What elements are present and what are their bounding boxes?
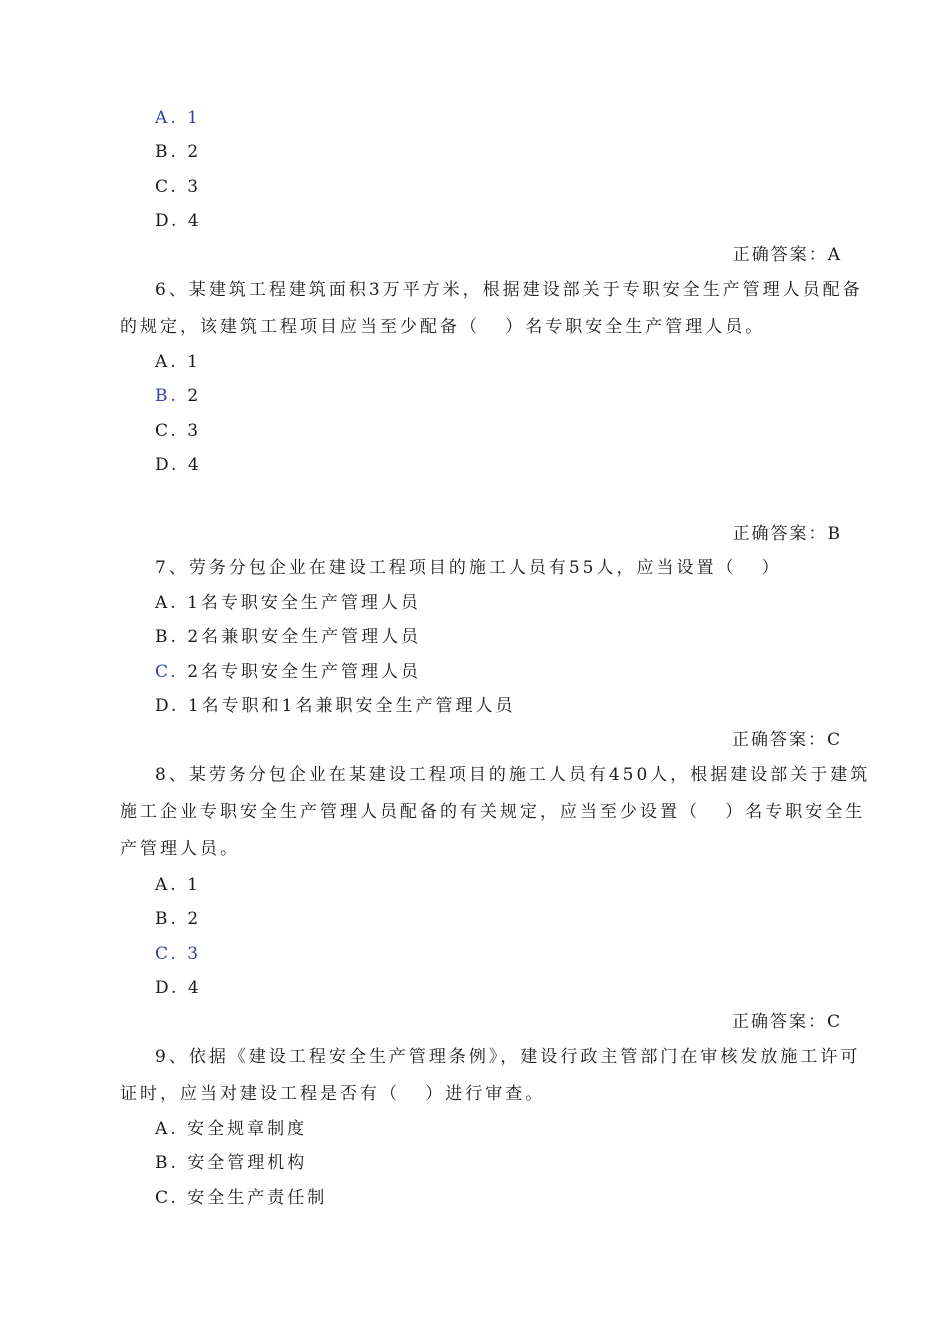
option-letter: B. — [155, 909, 179, 929]
option-text: 3 — [187, 944, 202, 964]
option-q9-a — [155, 1118, 307, 1140]
option-text: 2 — [187, 386, 202, 406]
option-q8-c — [155, 943, 201, 965]
option-letter: D. — [155, 455, 180, 475]
option-q6-b — [155, 385, 201, 407]
option-letter: D. — [155, 696, 180, 716]
option-q5-d — [155, 210, 202, 232]
option-q8-b — [155, 908, 201, 930]
question-9-stem-line-1: 9、依据《建设工程安全生产管理条例》，建设行政主管部门在审核发放施工许可 — [155, 1047, 861, 1067]
question-6-stem-line-2: 的规定，该建筑工程项目应当至少配备（ ）名专职安全生产管理人员。 — [120, 317, 766, 337]
option-text: 2 — [187, 909, 202, 929]
option-q8-d — [155, 977, 202, 999]
option-letter: C. — [155, 662, 179, 682]
option-text: 2名专职安全生产管理人员 — [187, 662, 422, 682]
option-letter: C. — [155, 944, 179, 964]
question-8-stem-line-1: 8、某劳务分包企业在某建设工程项目的施工人员有450人，根据建设部关于建筑 — [155, 765, 871, 785]
option-q7-c — [155, 661, 421, 683]
option-text: 1名专职和1名兼职安全生产管理人员 — [187, 696, 516, 716]
option-letter: B. — [155, 1153, 179, 1173]
option-text: 安全管理机构 — [187, 1153, 308, 1173]
answer-q5: 正确答案：A — [732, 245, 842, 265]
question-6-stem-line-1: 6、某建筑工程建筑面积3万平方米，根据建设部关于专职安全生产管理人员配备 — [155, 280, 863, 300]
option-text: 3 — [187, 421, 202, 441]
option-text: 2 — [187, 142, 202, 162]
option-q7-d — [155, 695, 515, 717]
option-letter: D. — [155, 211, 180, 231]
option-letter: C. — [155, 177, 179, 197]
option-letter: A. — [155, 1119, 179, 1139]
option-letter: C. — [155, 421, 179, 441]
question-7-stem-line-1: 7、劳务分包企业在建设工程项目的施工人员有55人，应当设置（ ） — [155, 558, 782, 578]
option-q5-b — [155, 141, 201, 163]
option-text: 4 — [187, 455, 202, 475]
option-q9-c — [155, 1187, 327, 1209]
option-letter: C. — [155, 1188, 179, 1208]
option-q5-a — [155, 107, 201, 129]
question-8-stem-line-2: 施工企业专职安全生产管理人员配备的有关规定，应当至少设置（ ）名专职安全生 — [120, 802, 866, 822]
answer-q6: 正确答案：B — [732, 524, 842, 544]
answer-q8: 正确答案：C — [731, 1012, 842, 1032]
option-letter: B. — [155, 386, 179, 406]
option-text: 1 — [187, 875, 201, 895]
option-text: 1名专职安全生产管理人员 — [187, 593, 421, 613]
option-letter: A. — [155, 875, 179, 895]
option-text: 4 — [187, 211, 202, 231]
option-q7-a — [155, 592, 421, 614]
option-q6-a — [155, 351, 201, 373]
option-letter: B. — [155, 627, 179, 647]
question-8-stem-line-3: 产管理人员。 — [120, 839, 240, 859]
option-q8-a — [155, 874, 201, 896]
option-text: 安全生产责任制 — [187, 1188, 328, 1208]
option-text: 2名兼职安全生产管理人员 — [187, 627, 422, 647]
option-q6-d — [155, 454, 202, 476]
option-q7-b — [155, 626, 421, 648]
option-letter: A. — [155, 352, 179, 372]
option-letter: D. — [155, 978, 180, 998]
option-text: 1 — [187, 352, 201, 372]
answer-q7: 正确答案：C — [731, 730, 842, 750]
option-letter: B. — [155, 142, 179, 162]
option-q5-c — [155, 176, 201, 198]
option-text: 1 — [187, 108, 201, 128]
option-q6-c — [155, 420, 201, 442]
option-letter: A. — [155, 593, 179, 613]
option-q9-b — [155, 1152, 307, 1174]
option-text: 安全规章制度 — [187, 1119, 308, 1139]
question-9-stem-line-2: 证时，应当对建设工程是否有（ ）进行审查。 — [120, 1084, 546, 1104]
option-letter: A. — [155, 108, 179, 128]
option-text: 4 — [187, 978, 202, 998]
option-text: 3 — [187, 177, 202, 197]
